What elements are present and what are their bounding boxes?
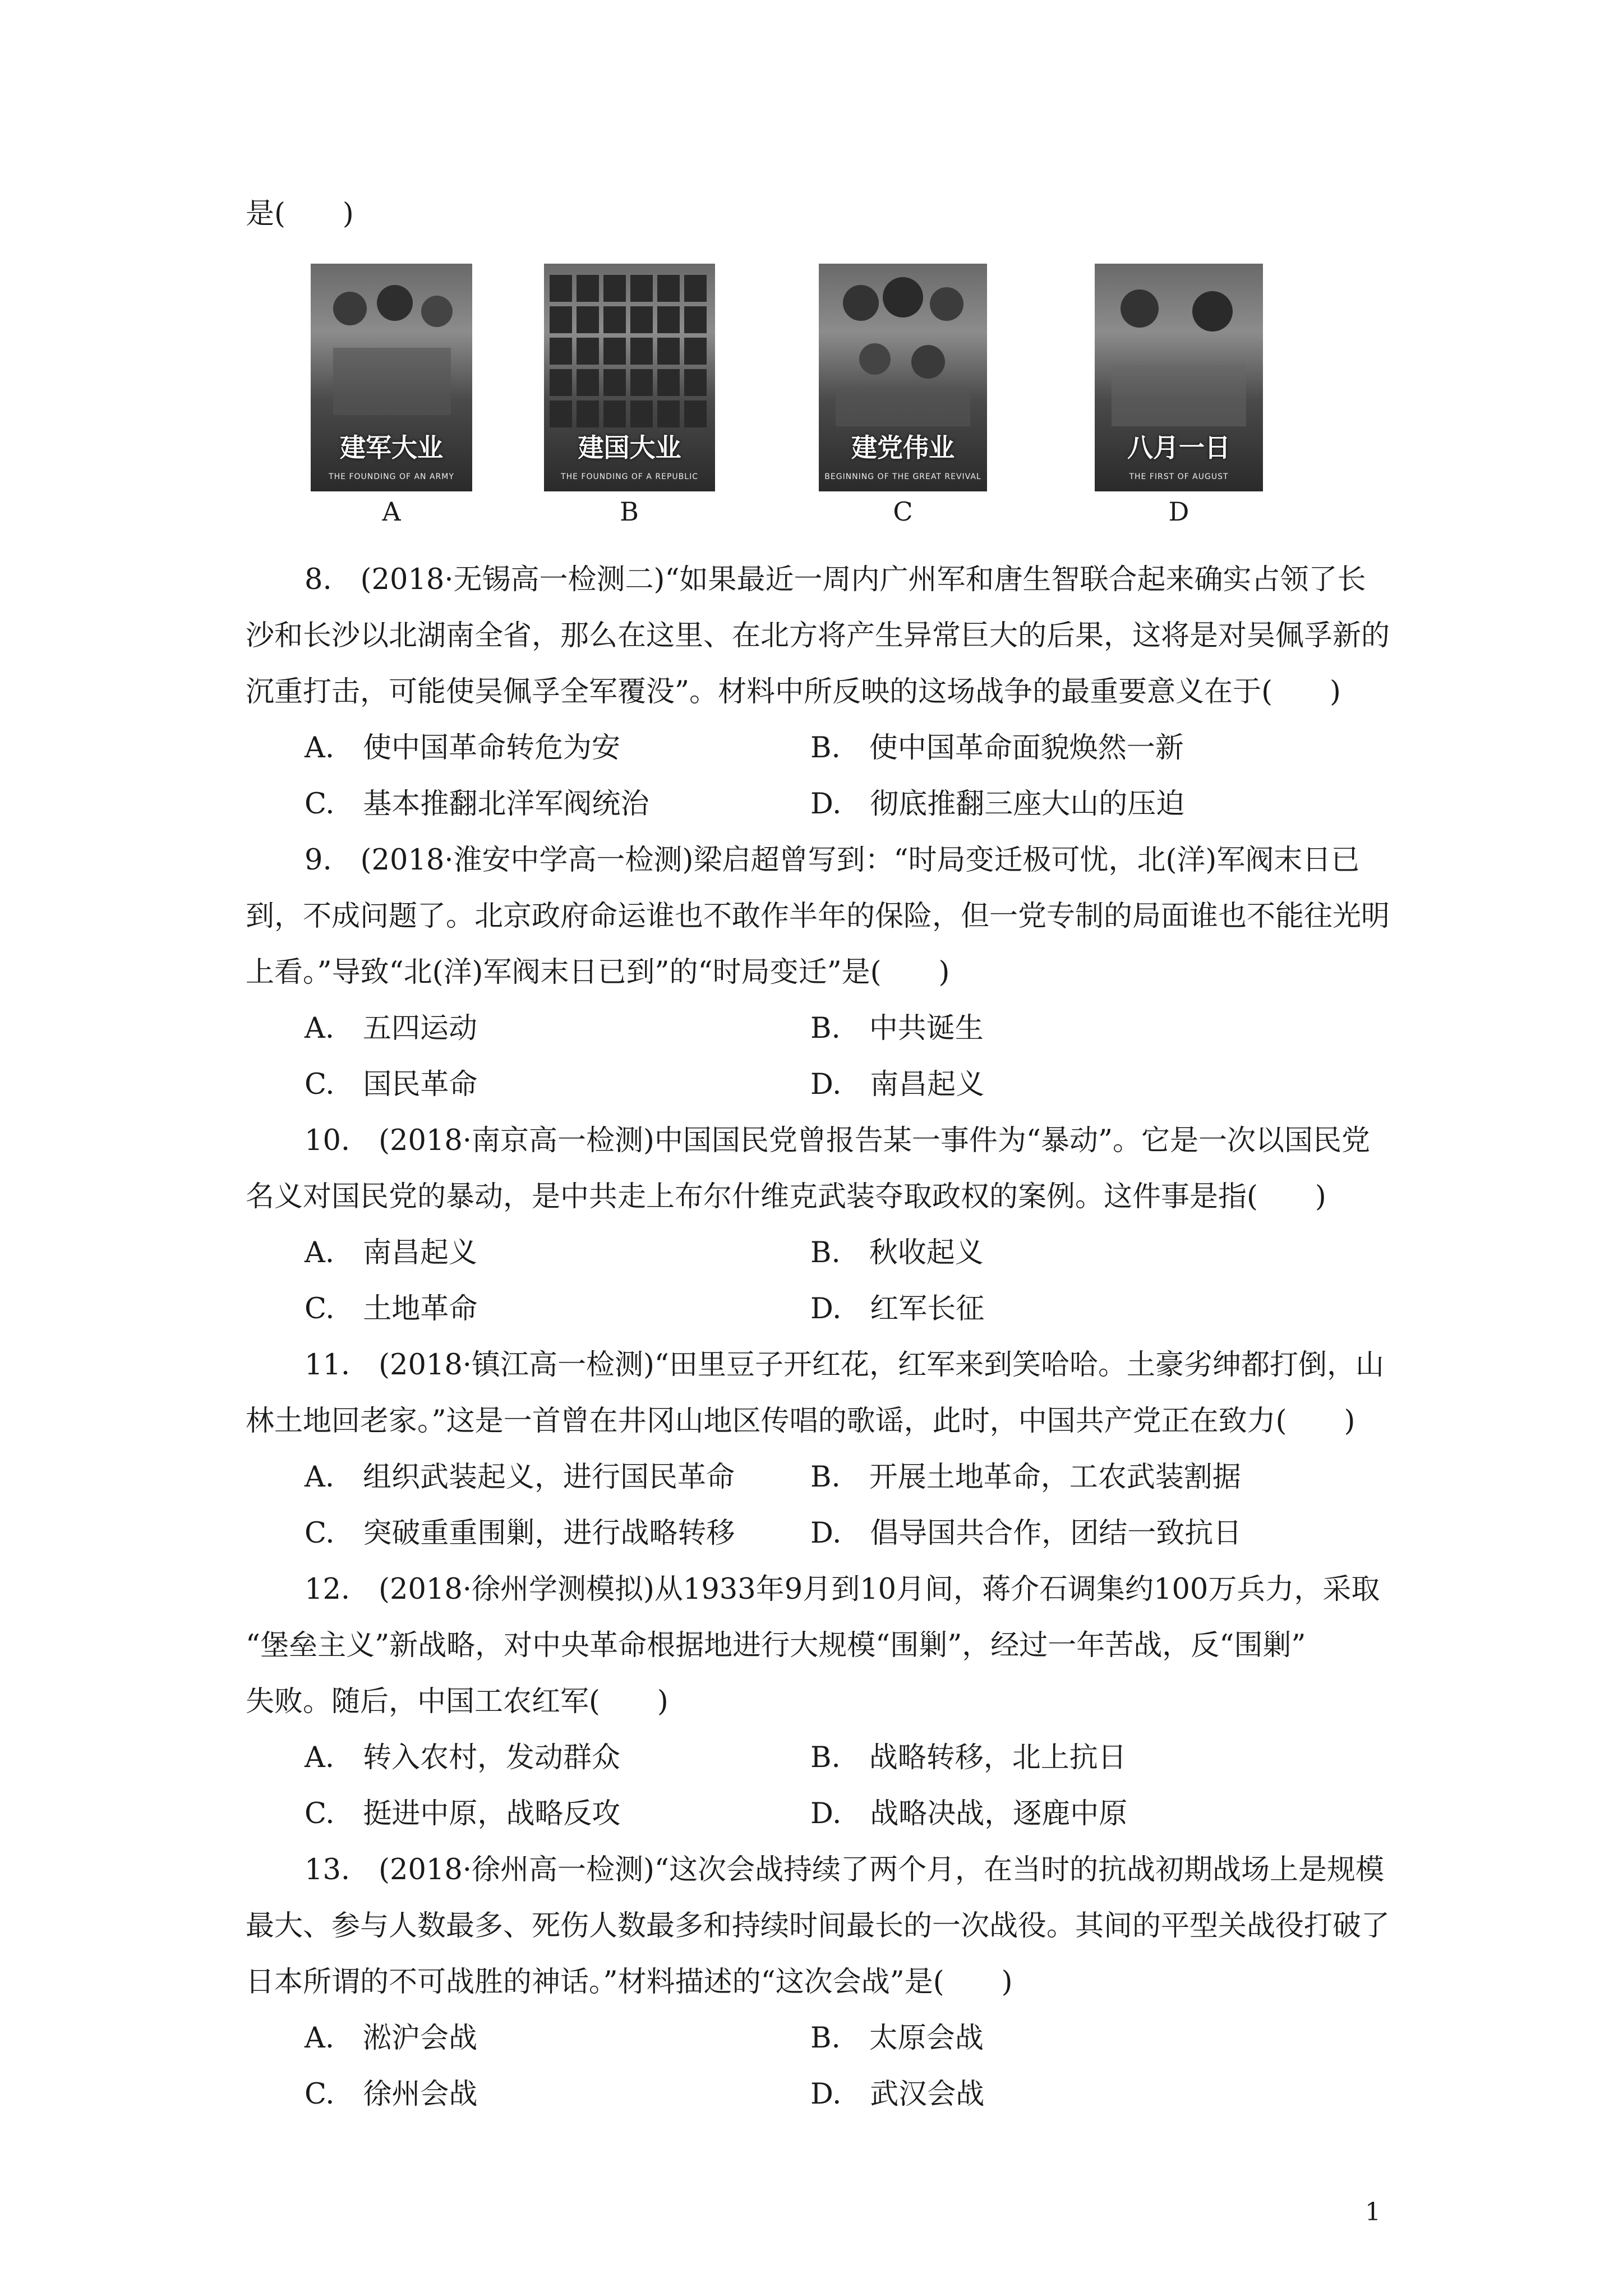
poster-c-title: 建党伟业 bbox=[851, 432, 955, 463]
q8-line-1: 8. (2018·无锡高一检测二)“如果最近一周内广州军和唐生智联合起来确实占领了长 bbox=[305, 563, 1366, 596]
poster-a-label: A bbox=[382, 496, 401, 527]
q10-line-1: 10. (2018·南京高一检测)中国国民党曾报告某一事件为“暴动”。它是一次以国民党 bbox=[305, 1124, 1371, 1157]
poster-b-label: B bbox=[620, 496, 639, 527]
poster-a-title: 建军大业 bbox=[340, 432, 443, 463]
page-number: 1 bbox=[1365, 2198, 1381, 2226]
q13-option-c: C. 徐州会战 bbox=[305, 2078, 478, 2111]
q10-option-d: D. 红军长征 bbox=[810, 1292, 985, 1326]
q10-option-a: A. 南昌起义 bbox=[305, 1236, 478, 1269]
q11-option-d: D. 倡导国共合作，团结一致抗日 bbox=[810, 1517, 1242, 1550]
q13-option-a: A. 淞沪会战 bbox=[305, 2022, 478, 2055]
poster-b-subtitle: THE FOUNDING OF A REPUBLIC bbox=[561, 472, 698, 481]
q13-option-b: B. 太原会战 bbox=[810, 2022, 984, 2055]
q9-line-3: 上看。”导致“北(洋)军阀末日已到”的“时局变迁”是( ) bbox=[246, 956, 950, 989]
q9-line-1: 9. (2018·淮安中学高一检测)梁启超曾写到：“时局变迁极可忧，北(洋)军阀末日已 bbox=[305, 844, 1360, 877]
poster-d-subtitle: THE FIRST OF AUGUST bbox=[1129, 472, 1229, 481]
poster-c-image bbox=[819, 264, 987, 491]
q9-option-d: D. 南昌起义 bbox=[810, 1068, 985, 1101]
q8-option-a: A. 使中国革命转危为安 bbox=[305, 731, 621, 765]
poster-c-label: C bbox=[893, 496, 913, 527]
q11-line-1: 11. (2018·镇江高一检测)“田里豆子开红花，红军来到笑哈哈。土豪劣绅都打倒，山 bbox=[305, 1349, 1384, 1382]
poster-d-title: 八月一日 bbox=[1127, 432, 1230, 463]
q11-line-2: 林土地回老家。”这是一首曾在井冈山地区传唱的歌谣，此时，中国共产党正在致力( ) bbox=[246, 1405, 1355, 1438]
q12-line-2: “堡垒主义”新战略，对中央革命根据地进行大规模“围剿”，经过一年苦战，反“围剿” bbox=[246, 1629, 1306, 1662]
q11-option-a: A. 组织武装起义，进行国民革命 bbox=[305, 1461, 735, 1494]
q12-option-c: C. 挺进中原，战略反攻 bbox=[305, 1797, 621, 1830]
q13-line-3: 日本所谓的不可战胜的神话。”材料描述的“这次会战”是( ) bbox=[246, 1966, 1013, 1999]
poster-d-image bbox=[1095, 264, 1263, 491]
q12-option-d: D. 战略决战，逐鹿中原 bbox=[810, 1797, 1128, 1830]
q8-option-b: B. 使中国革命面貌焕然一新 bbox=[810, 731, 1184, 765]
q11-option-b: B. 开展土地革命，工农武装割据 bbox=[810, 1461, 1241, 1494]
q12-line-3: 失败。随后，中国工农红军( ) bbox=[246, 1685, 668, 1718]
q13-option-d: D. 武汉会战 bbox=[810, 2078, 985, 2111]
poster-a-subtitle: THE FOUNDING OF AN ARMY bbox=[329, 472, 454, 481]
q8-option-d: D. 彻底推翻三座大山的压迫 bbox=[810, 788, 1185, 821]
q9-line-2: 到，不成问题了。北京政府命运谁也不敢作半年的保险，但一党专制的局面谁也不能往光明 bbox=[246, 900, 1390, 933]
poster-b-title: 建国大业 bbox=[578, 432, 681, 463]
q8-option-c: C. 基本推翻北洋军阀统治 bbox=[305, 788, 649, 821]
q8-line-2: 沙和长沙以北湖南全省，那么在这里、在北方将产生异常巨大的后果，这将是对吴佩孚新的 bbox=[246, 619, 1390, 652]
q12-line-1: 12. (2018·徐州学测模拟)从1933年9月到10月间，蒋介石调集约100万兵力，采取 bbox=[305, 1573, 1380, 1606]
q10-option-c: C. 土地革命 bbox=[305, 1292, 478, 1326]
q9-option-c: C. 国民革命 bbox=[305, 1068, 478, 1101]
lead-text: 是( ) bbox=[246, 197, 354, 231]
q11-option-c: C. 突破重重围剿，进行战略转移 bbox=[305, 1517, 735, 1550]
q12-option-b: B. 战略转移，北上抗日 bbox=[810, 1741, 1127, 1774]
q12-option-a: A. 转入农村，发动群众 bbox=[305, 1741, 621, 1774]
q9-option-b: B. 中共诞生 bbox=[810, 1012, 984, 1045]
poster-c-subtitle: BEGINNING OF THE GREAT REVIVAL bbox=[824, 472, 981, 481]
q9-option-a: A. 五四运动 bbox=[305, 1012, 478, 1045]
q8-line-3: 沉重打击，可能使吴佩孚全军覆没”。材料中所反映的这场战争的最重要意义在于( ) bbox=[246, 675, 1341, 708]
q10-option-b: B. 秋收起义 bbox=[810, 1236, 984, 1269]
q10-line-2: 名义对国民党的暴动，是中共走上布尔什维克武装夺取政权的案例。这件事是指( ) bbox=[246, 1180, 1326, 1213]
poster-b-image bbox=[544, 264, 715, 491]
poster-d-label: D bbox=[1168, 496, 1189, 527]
q13-line-1: 13. (2018·徐州高一检测)“这次会战持续了两个月，在当时的抗战初期战场上是规模 bbox=[305, 1853, 1384, 1887]
poster-a-image bbox=[311, 264, 472, 491]
q13-line-2: 最大、参与人数最多、死伤人数最多和持续时间最长的一次战役。其间的平型关战役打破了 bbox=[246, 1910, 1390, 1943]
